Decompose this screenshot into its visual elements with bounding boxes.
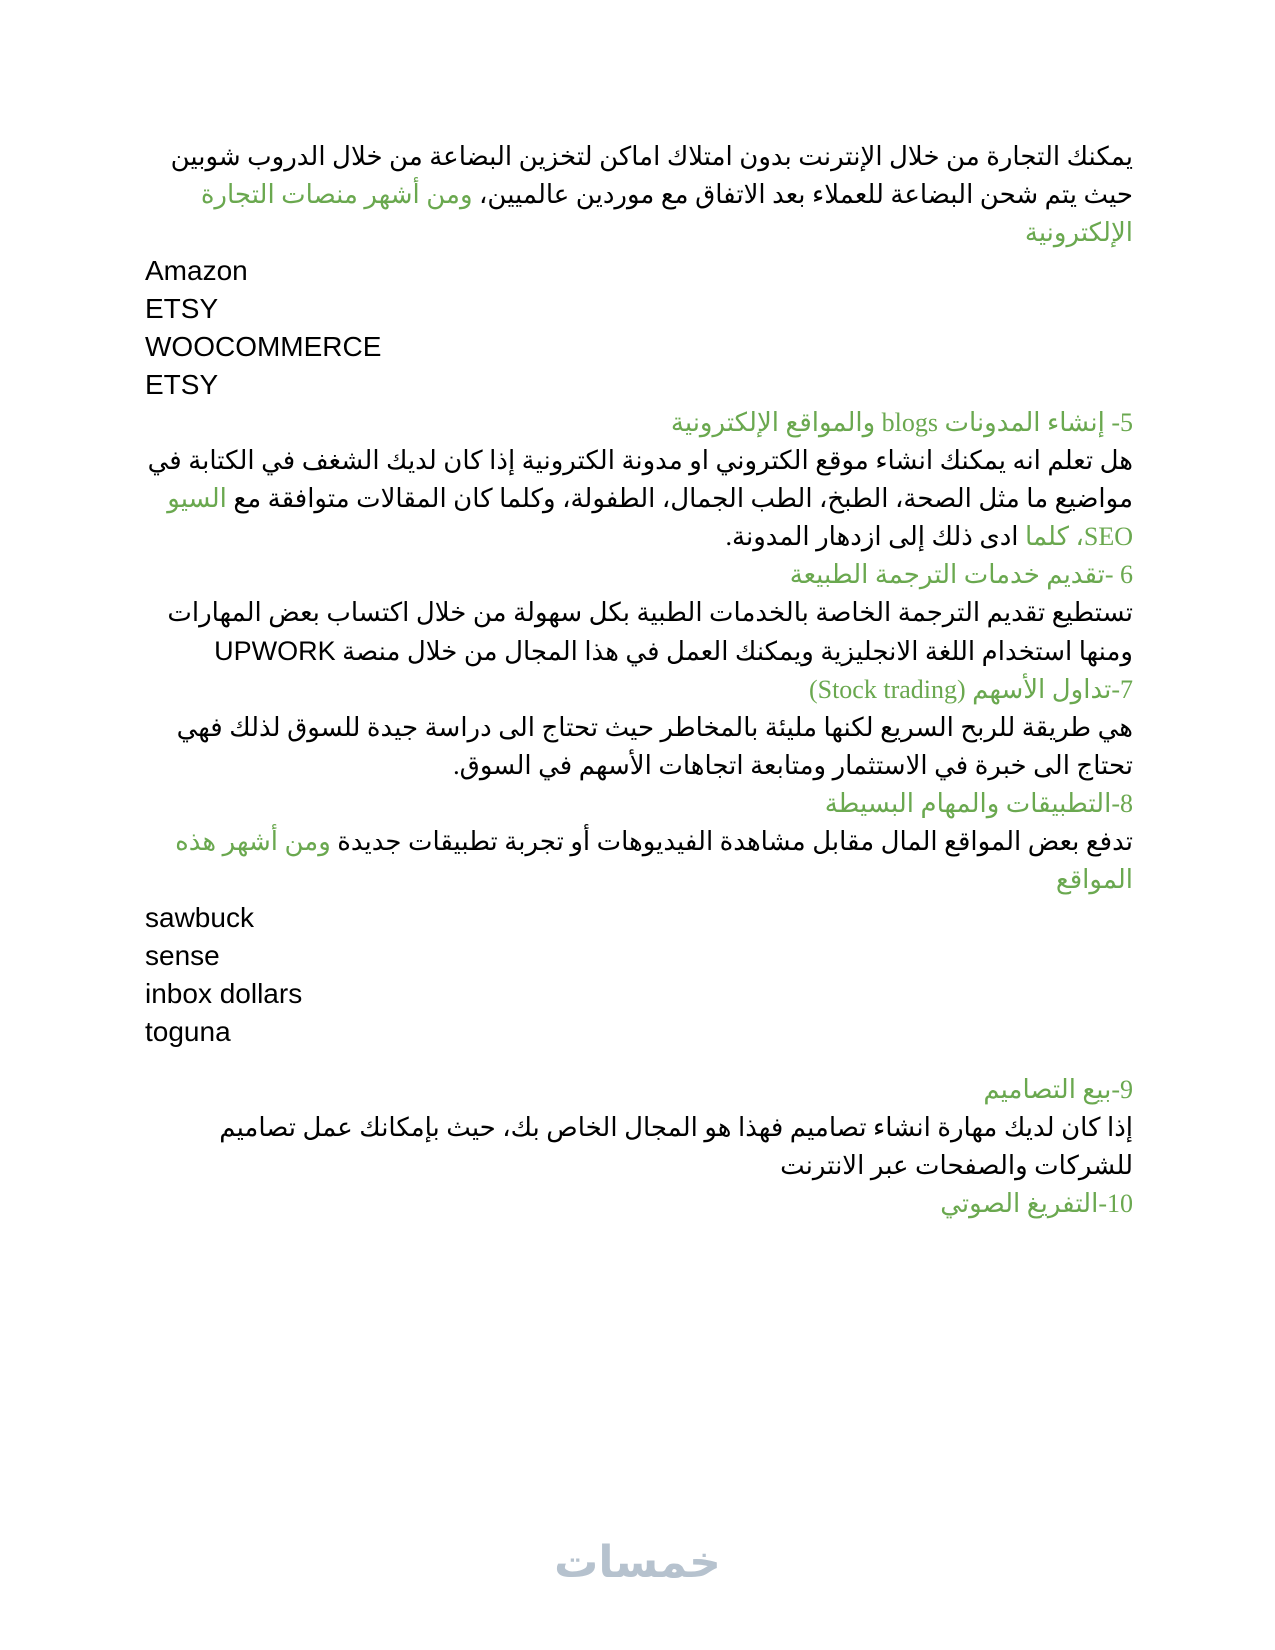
paragraph-blogs-text-end: ادى ذلك إلى ازدهار المدونة. bbox=[725, 522, 1019, 551]
paragraph-intro bbox=[145, 138, 1133, 252]
paragraph-design: إذا كان لديك مهارة انشاء تصاميم فهذا هو المجال الخاص بك، حيث بإمكانك عمل تصاميم للشركات والصفحات عبر الانترنت bbox=[219, 1113, 1133, 1180]
paragraph-blogs bbox=[145, 442, 1133, 556]
paragraph-translation bbox=[145, 594, 1133, 671]
paragraph-apps-tasks bbox=[145, 823, 1133, 899]
site-item: inbox dollars bbox=[145, 978, 303, 1009]
paragraph-translation-text: تستطيع تقديم الترجمة الخاصة بالخدمات الطبية بكل سهولة من خلال اكتساب بعض المهارات ومنها استخدام اللغة الانجليزية ويمكنك العمل في هذا المجال من خلال منصة bbox=[167, 598, 1133, 666]
paragraph-blogs-highlight: السيو SEO، كلما bbox=[167, 484, 1133, 551]
site-item: sawbuck bbox=[145, 902, 254, 933]
platform-item: ETSY bbox=[145, 293, 219, 324]
heading-apps-tasks: 8-التطبيقات والمهام البسيطة bbox=[824, 789, 1133, 818]
platform-item: Amazon bbox=[145, 255, 248, 286]
site-item: sense bbox=[145, 940, 220, 971]
heading-stock-trading: 7-تداول الأسهم (Stock trading) bbox=[808, 675, 1133, 704]
paragraph-apps-text: تدفع بعض المواقع المال مقابل مشاهدة الفيديوهات أو تجربة تطبيقات جديدة bbox=[330, 827, 1133, 856]
paragraph-stock-trading: هي طريقة للربح السريع لكنها مليئة بالمخاطر حيث تحتاج الى دراسة جيدة للسوق لذلك فهي تحتاج الى خبرة في الاستثمار ومتابعة اتجاهات الأسهم في السوق. bbox=[176, 713, 1133, 780]
platform-item: ETSY bbox=[145, 369, 219, 400]
paragraph-apps-highlight: ومن أشهر هذه المواقع bbox=[175, 827, 1133, 894]
heading-blogs: 5- إنشاء المدونات blogs والمواقع الإلكترونية bbox=[670, 408, 1133, 437]
blank-space bbox=[145, 1051, 1133, 1071]
platform-item: WOOCOMMERCE bbox=[145, 331, 382, 362]
paragraph-intro-highlight: ومن أشهر منصات التجارة الإلكترونية bbox=[200, 180, 1133, 247]
heading-design: 9-بيع التصاميم bbox=[983, 1075, 1133, 1104]
paragraph-intro-text: يمكنك التجارة من خلال الإنترنت بدون امتلاك اماكن لتخزين البضاعة من خلال الدروب شوبين حيث يتم شحن البضاعة للعملاء بعد الاتفاق مع موردين عالميين، bbox=[170, 142, 1133, 209]
upwork-label: UPWORK bbox=[214, 636, 336, 666]
paragraph-blogs-text-start: هل تعلم انه يمكنك انشاء موقع الكتروني او مدونة الكترونية إذا كان لديك الشغف في الكتابة في مواضيع ما مثل الصحة، الطبخ، الطب الجمال، الطفولة، وكلما كان المقالات متوافقة مع bbox=[147, 446, 1133, 513]
reward-sites-list bbox=[145, 899, 1133, 1051]
site-item: toguna bbox=[145, 1016, 231, 1047]
ecommerce-platforms-list bbox=[145, 252, 1133, 404]
heading-transcription: 10-التفريغ الصوتي bbox=[940, 1189, 1133, 1218]
heading-translation: 6 -تقديم خدمات الترجمة الطبيعة bbox=[789, 560, 1133, 589]
khamsat-watermark: خمسات bbox=[554, 1538, 721, 1587]
